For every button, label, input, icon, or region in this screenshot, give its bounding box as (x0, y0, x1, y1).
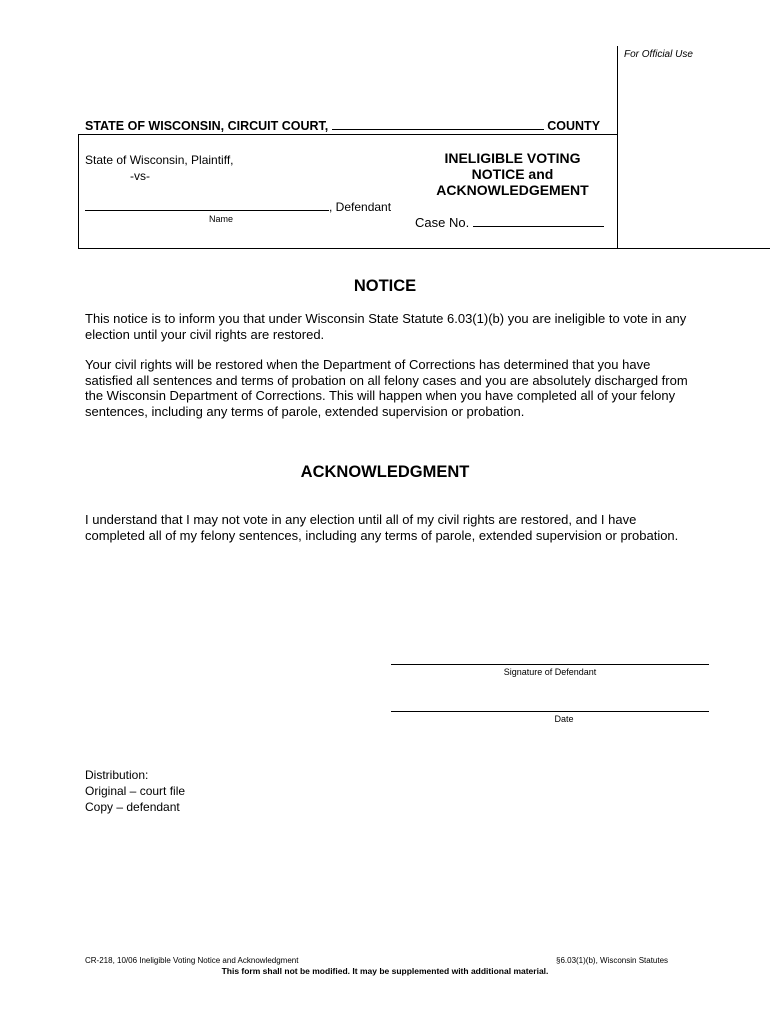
notice-paragraph-1: This notice is to inform you that under Wisconsin State Statute 6.03(1)(b) you are ineligible to vote in any election until your civil rights are restored. (85, 311, 687, 342)
versus-label: -vs- (130, 169, 150, 183)
signature-label: Signature of Defendant (503, 667, 597, 677)
notice-heading: NOTICE (353, 277, 417, 295)
footer-statute: §6.03(1)(b), Wisconsin Statutes (556, 956, 669, 965)
caption-left-border (78, 134, 79, 249)
defendant-name-field[interactable] (85, 199, 329, 211)
notice-paragraph-2: Your civil rights will be restored when the Department of Corrections has determined that you have satisfied all sentences and terms of probation on all felony cases and you are absolutely discharged from the Wisconsin Department of Corrections. This will happen when you have completed all of your felony sentences, including any terms of parole, extended supervision or probation. (85, 357, 688, 419)
distribution-line-2: Copy – defendant (85, 800, 180, 814)
case-number-line (415, 215, 604, 230)
date-label: Date (554, 714, 574, 724)
case-number-label: Case No. (415, 215, 470, 230)
official-use-label: For Official Use (624, 49, 693, 60)
caption-bottom-border (78, 248, 770, 249)
county-field[interactable] (332, 118, 544, 130)
date-line[interactable] (391, 711, 709, 712)
court-suffix: COUNTY (547, 119, 601, 133)
defendant-line (85, 199, 391, 214)
acknowledgment-heading: ACKNOWLEDGMENT (300, 463, 470, 481)
court-header-underline (78, 134, 618, 135)
court-prefix: STATE OF WISCONSIN, CIRCUIT COURT, (85, 119, 329, 133)
defendant-suffix: , Defendant (329, 200, 392, 214)
court-header (85, 118, 600, 133)
form-title-line-1: INELIGIBLE VOTING (444, 150, 581, 166)
form-title (395, 150, 630, 198)
acknowledgment-paragraph: I understand that I may not vote in any election until all of my civil rights are restored, and I have completed all of my felony sentences, including any terms of parole, extended supervision or probation. (85, 512, 679, 543)
footer-warning: This form shall not be modified. It may be supplemented with additional material. (221, 966, 549, 976)
name-label: Name (209, 214, 234, 224)
distribution-line-1: Original – court file (85, 784, 186, 798)
case-number-field[interactable] (473, 215, 604, 227)
form-title-line-2: NOTICE and (471, 166, 554, 182)
form-title-line-3: ACKNOWLEDGEMENT (436, 182, 589, 198)
official-use-box-left-border (617, 46, 618, 249)
signature-line[interactable] (391, 664, 709, 665)
footer-form-id: CR-218, 10/06 Ineligible Voting Notice and Acknowledgment (85, 956, 299, 965)
distribution-label: Distribution: (85, 768, 149, 782)
plaintiff-label: State of Wisconsin, Plaintiff, (85, 153, 234, 167)
